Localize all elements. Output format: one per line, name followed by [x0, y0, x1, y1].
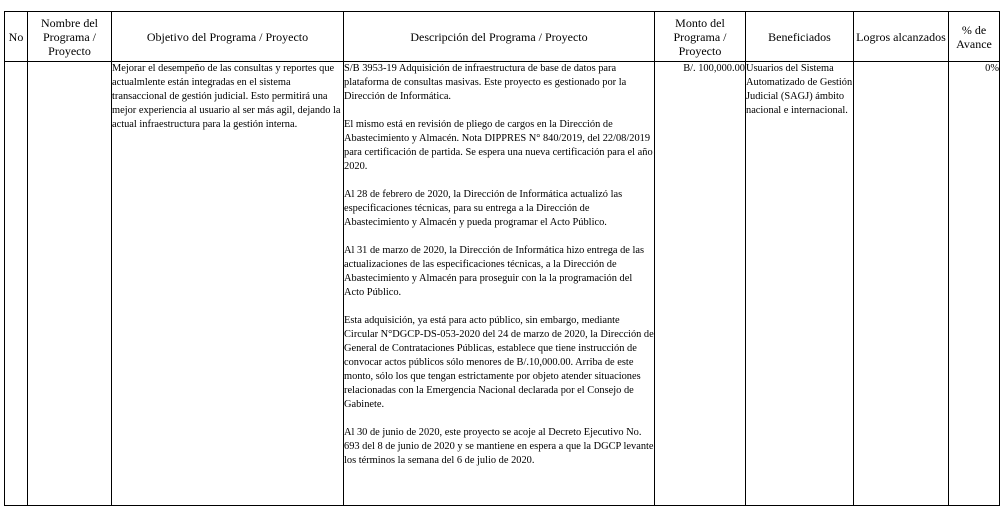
- table-row: [5, 62, 1000, 506]
- header-beneficiados: Beneficiados: [746, 12, 854, 62]
- cell-monto: B/. 100,000.00: [655, 62, 746, 506]
- header-avance: % de Avance: [949, 12, 1000, 62]
- descripcion-paragraph: Al 28 de febrero de 2020, la Dirección de Informática actualizó las especificaciones técnicas, para su entrega a la Dirección de Abastecimiento y Almacén y pueda programar el Acto Público.: [344, 189, 623, 228]
- header-descripcion: Descripción del Programa / Proyecto: [344, 12, 655, 62]
- program-table: [4, 11, 1000, 506]
- cell-avance: 0%: [949, 62, 1000, 506]
- cell-beneficiados: Usuarios del Sistema Automatizado de Gestión Judicial (SAGJ) ámbito nacional e internacional.: [746, 62, 854, 506]
- descripcion-paragraph: Al 30 de junio de 2020, este proyecto se acoje al Decreto Ejecutivo No. 693 del 8 de junio de 2020 y se mantiene en espera a que la DGCP levante los términos la semana del 6 de julio de 2020.: [344, 427, 654, 466]
- cell-logros: [854, 62, 949, 506]
- header-row: [5, 12, 1000, 62]
- header-objetivo: Objetivo del Programa / Proyecto: [112, 12, 344, 62]
- cell-no: [5, 62, 28, 506]
- header-logros: Logros alcanzados: [854, 12, 949, 62]
- header-no: No: [5, 12, 28, 62]
- cell-nombre: [28, 62, 112, 506]
- cell-descripcion: [344, 62, 655, 506]
- descripcion-paragraph: S/B 3953-19 Adquisición de infraestructura de base de datos para plataforma de consultas masivas. Este proyecto es gestionado por la Dirección de Informática.: [344, 63, 627, 102]
- descripcion-paragraph: El mismo está en revisión de pliego de cargos en la Dirección de Abastecimiento y Almacén. Nota DIPPRES N° 840/2019, del 22/08/2019 para certificación de partida. Se espera una nueva certificación para el año 2020.: [344, 119, 653, 172]
- descripcion-paragraph: Esta adquisición, ya está para acto público, sin embargo, mediante Circular N°DGCP-DS-053-2020 del 24 de marzo de 2020, la Dirección de General de Contrataciones Públicas, establece que tiene instrucción de convocar actos públicos sólo menores de B/.10,000.00. Arriba de este monto, sólo los que tengan estrictamente por objeto atender situaciones relacionadas con la Emergencia Nacional declarada por el Consejo de Gabinete.: [344, 315, 654, 410]
- descripcion-paragraph: Al 31 de marzo de 2020, la Dirección de Informática hizo entrega de las actualizaciones de las especificaciones técnicas, a la Dirección de Abastecimiento y Almacén para proseguir con la la programación del Acto Público.: [344, 245, 645, 298]
- cell-objetivo: Mejorar el desempeño de las consultas y reportes que actualmlente están integradas en el sistema transaccional de gestión judicial. Esto permitirá una mejor experiencia al usuario al ser más agil, dejando la actual infraestructura para la gestión interna.: [112, 62, 344, 506]
- header-monto: Monto del Programa / Proyecto: [655, 12, 746, 62]
- header-nombre: Nombre del Programa / Proyecto: [28, 12, 112, 62]
